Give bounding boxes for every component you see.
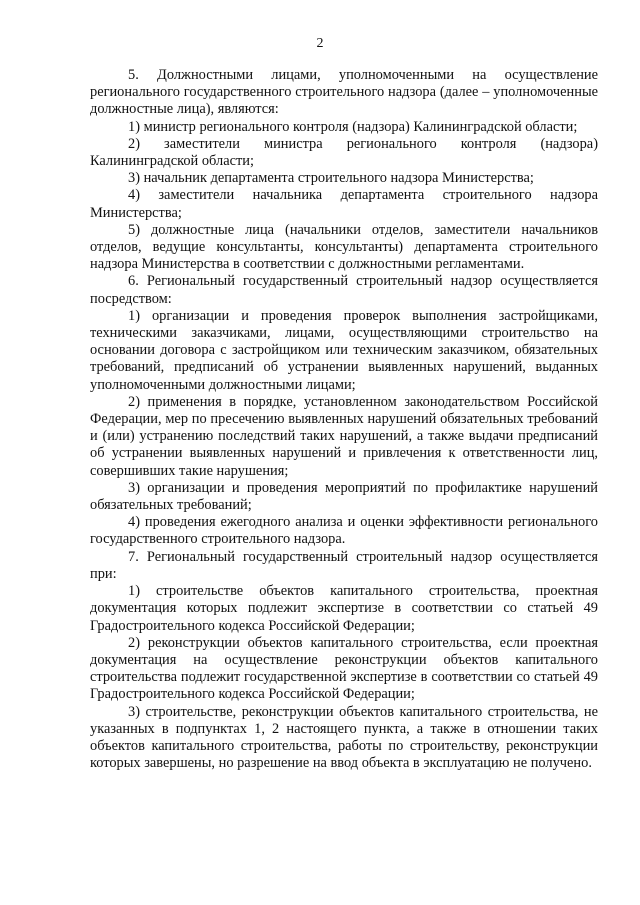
list-item-5-5: 5) должностные лица (начальники отделов, заместители начальников отделов, ведущие консультанты, консультанты) департамента строительного надзора Министерства в соответствии с должностными регламентами. [90, 221, 598, 273]
paragraph-7: 7. Региональный государственный строительный надзор осуществляется при: [90, 548, 598, 582]
document-body [90, 67, 598, 772]
page-number: 2 [316, 36, 324, 51]
paragraph-5: 5. Должностными лицами, уполномоченными на осуществление регионального государственного строительного надзора (далее – уполномоченные должностные лица), являются: [90, 67, 598, 118]
list-item-6-1: 1) организации и проведения проверок выполнения застройщиками, техническими заказчиками, лицами, осуществляющими строительство на основании договора с застройщиком или техническим заказчиком, обязательных требований, предписаний об устранении выявленных нарушений, выданных уполномоченными должностными лицами; [90, 307, 598, 393]
list-item-7-2: 2) реконструкции объектов капитального строительства, если проектная документация на осуществление реконструкции объектов капитального строительства подлежит государственной экспертизе в соответствии со статьей 49 Градостроительного кодекса Российской Федерации; [90, 634, 598, 703]
list-item-6-4: 4) проведения ежегодного анализа и оценки эффективности регионального государственного строительного надзора. [90, 514, 598, 548]
list-item-5-3: 3) начальник департамента строительного надзора Министерства; [128, 170, 534, 187]
paragraph-6: 6. Региональный государственный строительный надзор осуществляется посредством: [90, 273, 598, 307]
list-item-5-2: 2) заместители министра регионального контроля (надзора) Калининградской области; [90, 135, 598, 170]
list-item-6-2: 2) применения в порядке, установленном законодательством Российской Федерации, мер по пресечению выявленных нарушений обязательных требований и (или) устранению последствий таких нарушений, а также выдачи предписаний об устранении выявленных нарушений и привлечения к ответственности лиц, совершивших такие нарушения; [90, 393, 598, 479]
list-item-6-3: 3) организации и проведения мероприятий по профилактике нарушений обязательных требований; [90, 479, 598, 514]
list-item-5-4: 4) заместители начальника департамента строительного надзора Министерства; [90, 187, 598, 221]
list-item-7-1: 1) строительстве объектов капитального строительства, проектная документация которых подлежит экспертизе в соответствии со статьей 49 Градостроительного кодекса Российской Федерации; [90, 583, 598, 634]
list-item-5-1: 1) министр регионального контроля (надзора) Калининградской области; [128, 118, 578, 135]
list-item-7-3: 3) строительстве, реконструкции объектов капитального строительства, не указанных в подпунктах 1, 2 настоящего пункта, а также в отношении таких объектов капитального строительства, работы по строительству, реконструкции которых завершены, но разрешение на ввод объекта в эксплуатацию не получено. [90, 703, 598, 772]
